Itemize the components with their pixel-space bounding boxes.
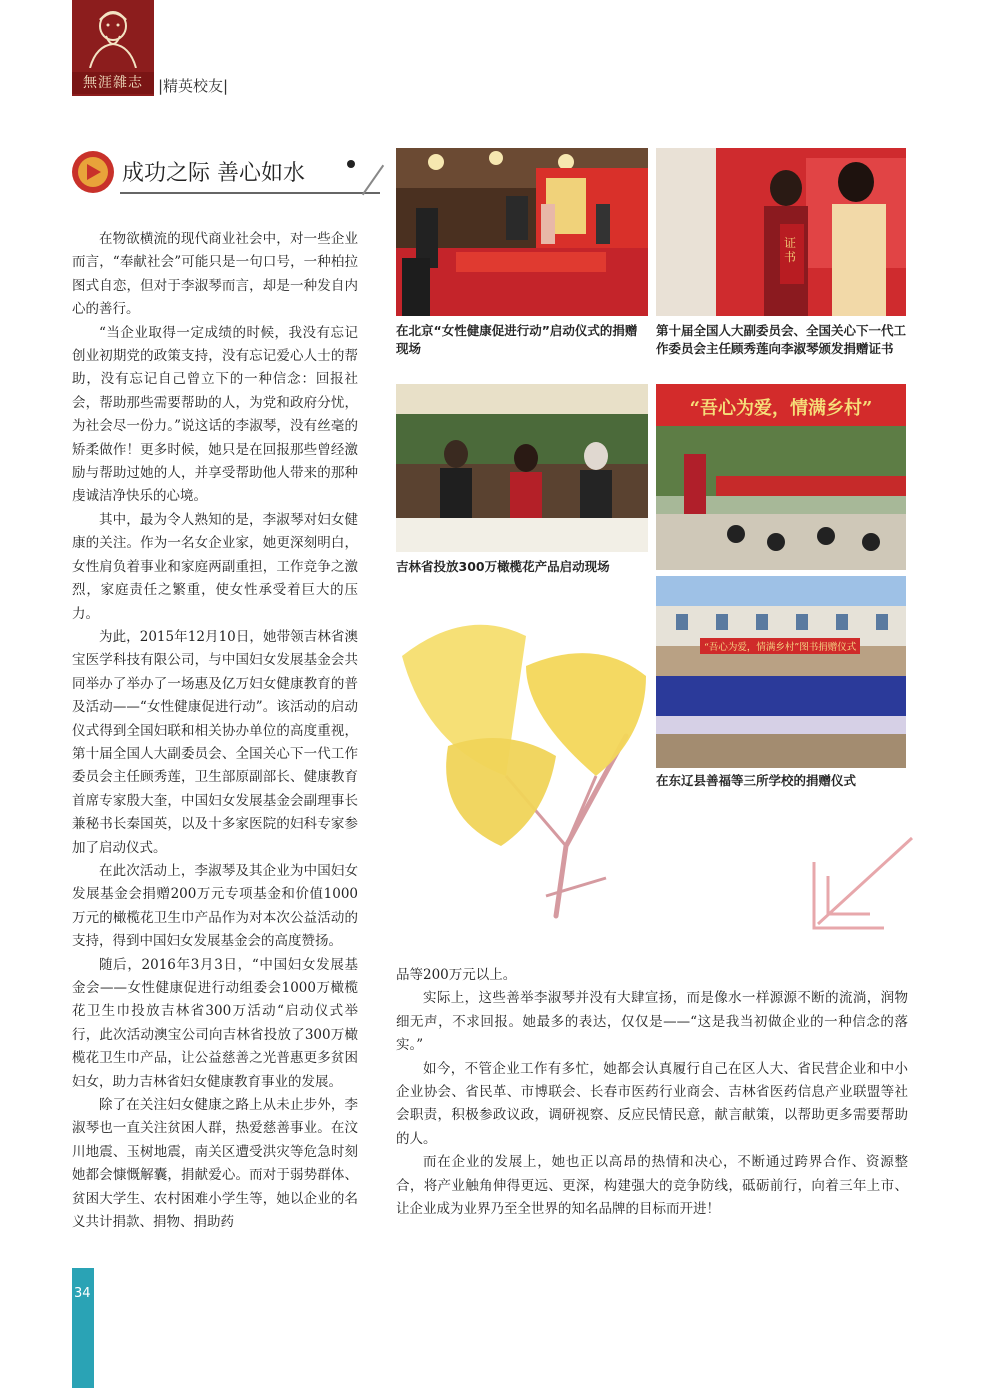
logo-text: 無涯雜志 (72, 72, 154, 94)
paragraph: 随后，2016年3月3日，“中国妇女发展基金会——女性健康促进行动组委会1000万橄榄花卫生巾投放吉林省300万活动“启动仪式举行，此次活动澳宝公司向吉林省投放了300万橄榄花卫生巾产品，让公益慈善之光普惠更多贫困妇女，助力吉林省妇女健康教育事业的发展。 (72, 956, 358, 1090)
paragraph: 除了在关注妇女健康之路上从未止步外，李淑琴也一直关注贫困人群，热爱慈善事业。在汶川地震、玉树地震，南关区遭受洪灾等危急时刻她都会慷慨解囊，捐献爱心。而对于弱势群体、贫困大学生、农村困难小学生等，她以企业的名义共计捐款、捐物、捐助药 (72, 1097, 358, 1231)
heading-slash (362, 165, 384, 196)
magazine-logo (72, 0, 154, 96)
paragraph: 其中，最为令人熟知的是，李淑琴对妇女健康的关注。作为一名女企业家，她更深刻明白，女性肩负着事业和家庭两副重担，工作竞争之激烈，家庭责任之繁重，使女性承受着巨大的压力。 (72, 511, 358, 622)
paragraph: 品等200万元以上。 (396, 967, 517, 983)
banner-text: “吾心为爱，情满乡村” (689, 398, 873, 419)
scholar-portrait-icon (80, 6, 146, 68)
paragraph: 在物欲横流的现代商业社会中，对一些企业而言，“奉献社会”可能只是一句口号，一种柏拉图式自恋，但对于李淑琴而言，却是一种发自内心的善行。 (72, 231, 358, 318)
photo-jilin-launch (396, 384, 648, 552)
photo-certificate-award (656, 148, 906, 316)
article-title: 成功之际 善心如水 (122, 161, 305, 186)
photo-caption: 吉林省投放300万橄榄花产品启动现场 (396, 559, 610, 574)
heading-underline (120, 192, 380, 194)
banner-text: “吾心为爱，情满乡村”图书捐赠仪式 (700, 638, 860, 654)
paragraph: 如今，不管企业工作有多忙，她都会认真履行自己在区人大、省民营企业和中小企业协会、省民革、市博联会、长春市医药行业商会、吉林省医药信息产业联盟等社会职责，积极参政议政，调研视察、反应民情民意，献言献策，以帮助更多需要帮助的人。 (396, 1060, 908, 1147)
bottom-text-column (396, 964, 908, 1221)
paragraph: 而在企业的发展上，她也正以高昂的热情和决心，不断通过跨界合作、资源整合，将产业触角伸得更远、更深，构建强大的竞争防线，砥砺前行，向着三年上市、让企业成为业界乃至全世界的知名品牌的目标而开进！ (396, 1154, 908, 1218)
photo-caption: 在北京“女性健康促进行动”启动仪式的捐赠现场 (396, 323, 638, 356)
page-number: 34 (74, 1286, 91, 1301)
ginkgo-leaf-icon (396, 596, 656, 926)
paragraph: “当企业取得一定成绩的时候，我没有忘记创业初期党的政策支持，没有忘记爱心人士的帮助，没有忘记自己曾立下的一种信念：回报社会，帮助那些需要帮助的人，为党和政府分忧，为社会尽一份力。”说这话的李淑琴，没有丝毫的矫柔做作！更多时候，她只是在回报那些曾经激励与帮助过她的人，并享受帮助他人带来的那种虔诚洁净快乐的心境。 (72, 324, 358, 505)
paragraph: 为此，2015年12月10日，她带领吉林省澳宝医学科技有限公司，与中国妇女发展基金会共同举办了举办了一场惠及亿万妇女健康教育的普及活动——“女性健康促进行动”。该活动的启动仪式得到全国妇联和相关协办单位的高度重视，第十届全国人大副委员会、全国关心下一代工作委员会主任顾秀莲，卫生部原副部长、健康教育首席专家殷大奎，中国妇女发展基金会副理事长兼秘书长秦国英，以及十多家医院的妇科专家参加了启动仪式。 (72, 628, 358, 856)
play-icon (72, 151, 114, 193)
paragraph: 在此次活动上，李淑琴及其企业为中国妇女发展基金会捐赠200万元专项基金和价值1000万元的橄榄花卫生巾产品作为对本次公益活动的支持，得到中国妇女发展基金会的高度赞扬。 (72, 862, 358, 950)
certificate-text: 证书 (784, 236, 797, 264)
left-text-column (72, 228, 358, 1234)
article-heading (72, 148, 362, 198)
section-label: |精英校友| (158, 77, 229, 95)
photo-beijing-ceremony (396, 148, 648, 316)
paragraph: 实际上，这些善举李淑琴并没有大肆宣扬，而是像水一样源源不断的流淌，润物细无声，不求回报。她最多的表达，仅仅是——“这是我当初做企业的一种信念的落实。” (396, 990, 908, 1054)
arrow-decoration-icon (808, 832, 918, 932)
photo-school-donation (656, 576, 906, 768)
photo-village-banner (656, 384, 906, 570)
photo-caption: 第十届全国人大副委员会、全国关心下一代工作委员会主任顾秀莲向李淑琴颁发捐赠证书 (656, 323, 907, 356)
heading-dot (347, 160, 355, 168)
photo-caption: 在东辽县善福等三所学校的捐赠仪式 (656, 773, 857, 788)
